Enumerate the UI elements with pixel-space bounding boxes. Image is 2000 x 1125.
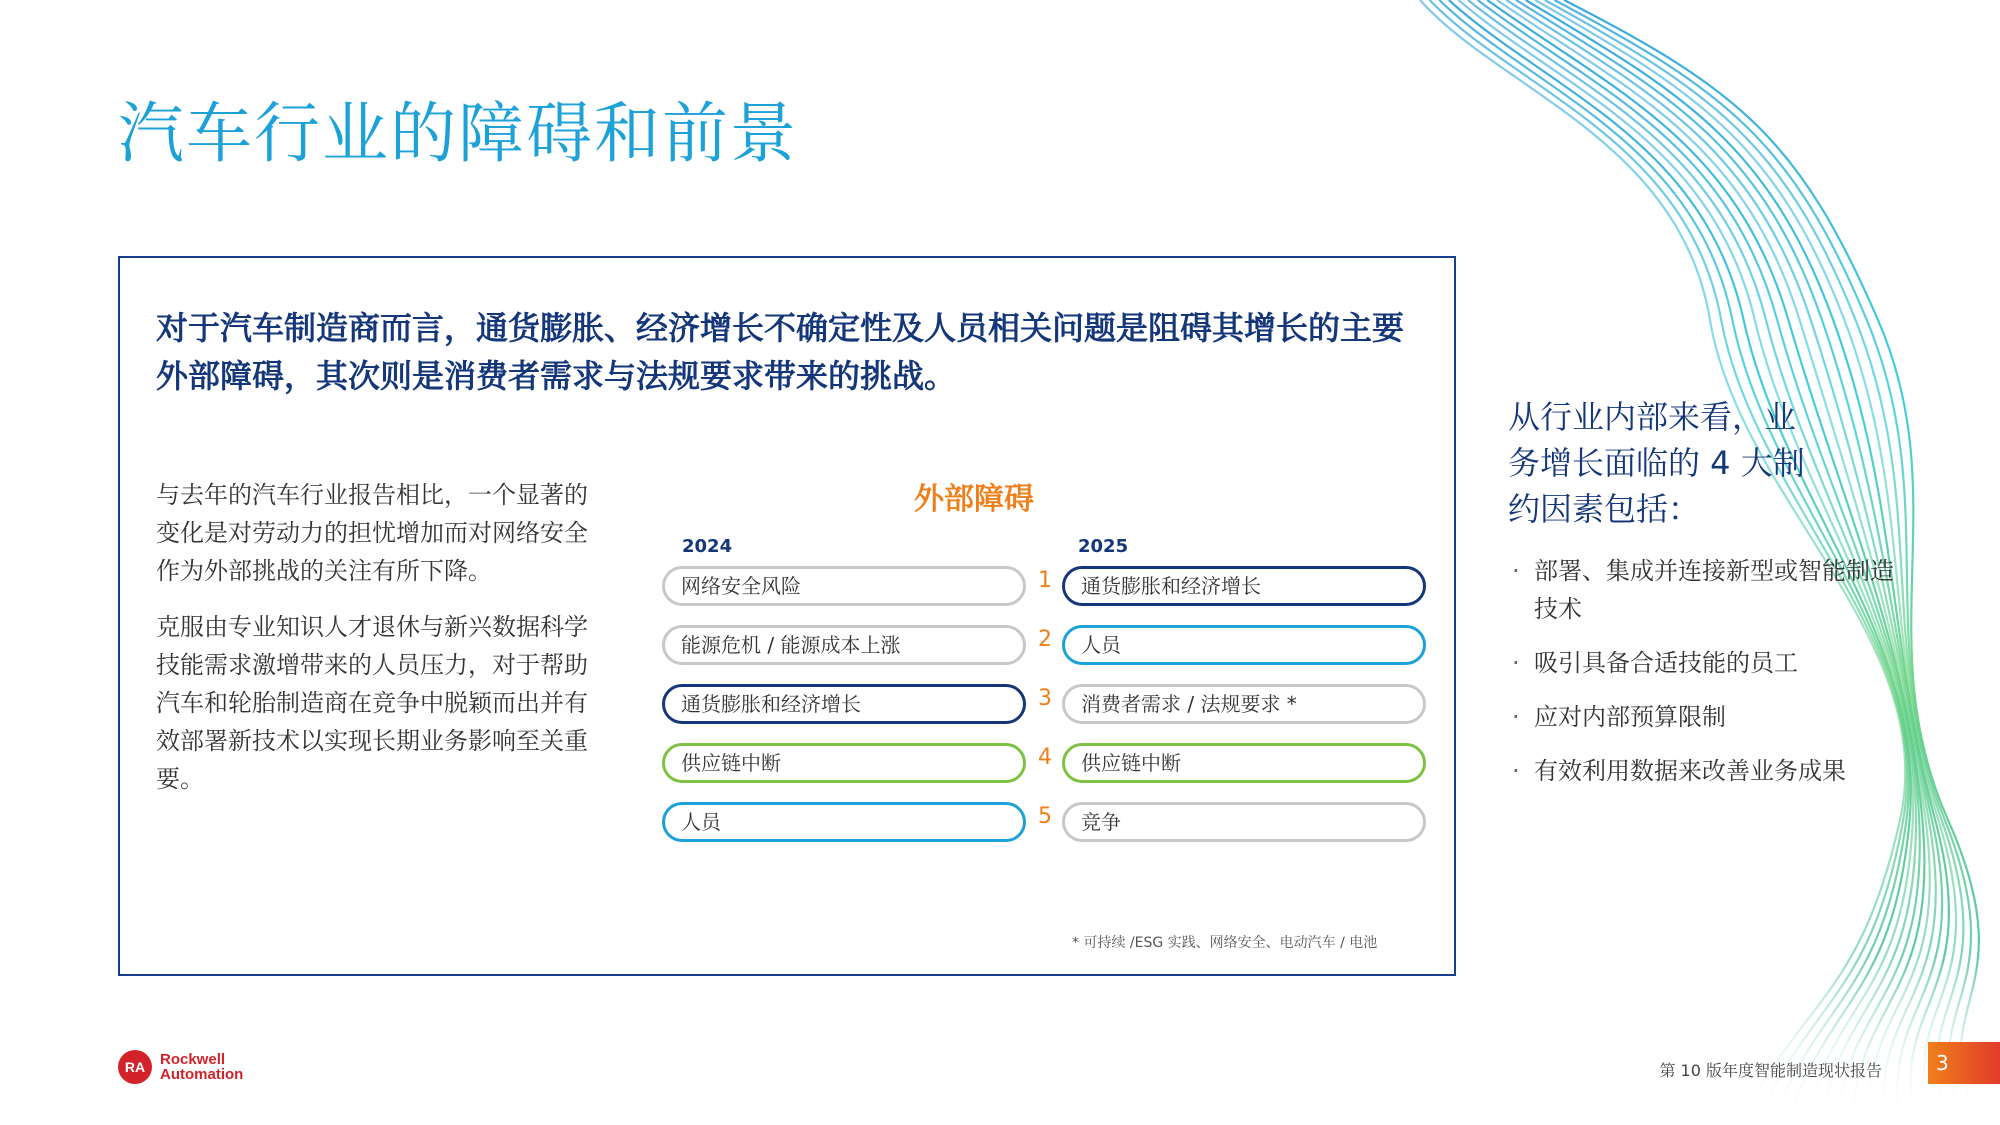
bullet-icon: ·	[1512, 557, 1520, 585]
pill-2025: 通货膨胀和经济增长	[1062, 566, 1426, 606]
rank-row	[662, 566, 1426, 608]
rank-number: 4	[1038, 745, 1052, 770]
intro-paragraph: 与去年的汽车行业报告相比，一个显著的变化是对劳动力的担忧增加而对网络安全作为外部挑战的关注有所下降。	[156, 481, 588, 585]
logo-line: Automation	[160, 1066, 244, 1083]
page-number: 3	[1928, 1042, 2000, 1084]
pill-2025: 供应链中断	[1062, 743, 1426, 783]
rank-number: 5	[1038, 804, 1052, 829]
pill-2025: 竞争	[1062, 802, 1426, 842]
rockwell-logo	[118, 1050, 243, 1084]
report-name: 第 10 版年度智能制造现状报告	[1659, 1061, 1882, 1080]
bullet-icon: ·	[1512, 757, 1520, 785]
list-item	[1508, 552, 1908, 628]
pill-2024: 人员	[662, 802, 1026, 842]
logo-badge-icon: RA	[118, 1050, 152, 1084]
constraint-list	[1508, 552, 1908, 806]
pill-2024: 网络安全风险	[662, 566, 1026, 606]
logo-line: Rockwell	[160, 1051, 226, 1068]
content-panel	[118, 256, 1456, 976]
rank-number: 3	[1038, 686, 1052, 711]
bullet-icon: ·	[1512, 649, 1520, 677]
sidebar-heading: 从行业内部来看，业务增长面临的 4 大制约因素包括：	[1508, 398, 1805, 528]
intro-text	[156, 476, 606, 816]
list-item-text: 部署、集成并连接新型或智能制造技术	[1534, 557, 1894, 623]
rank-row	[662, 743, 1426, 785]
year-2025-label: 2025	[1078, 536, 1129, 557]
rank-row	[662, 802, 1426, 844]
list-item-text: 有效利用数据来改善业务成果	[1534, 757, 1846, 785]
pill-2024: 通货膨胀和经济增长	[662, 684, 1026, 724]
footnote: * 可持续 /ESG 实践、网络安全、电动汽车 / 电池	[1072, 935, 1378, 951]
rank-row	[662, 625, 1426, 667]
rank-row	[662, 684, 1426, 726]
rank-number: 1	[1038, 568, 1052, 593]
list-item-text: 吸引具备合适技能的员工	[1534, 649, 1798, 677]
pill-2025: 人员	[1062, 625, 1426, 665]
list-item	[1508, 698, 1908, 736]
panel-headline: 对于汽车制造商而言，通货膨胀、经济增长不确定性及人员相关问题是阻碍其增长的主要外部障碍，其次则是消费者需求与法规要求带来的挑战。	[156, 309, 1405, 395]
list-item-text: 应对内部预算限制	[1534, 703, 1726, 731]
rank-number: 2	[1038, 627, 1052, 652]
pill-2024: 供应链中断	[662, 743, 1026, 783]
page-title: 汽车行业的障碍和前景	[118, 95, 798, 172]
pill-2024: 能源危机 / 能源成本上涨	[662, 625, 1026, 665]
list-item	[1508, 644, 1908, 682]
year-2024-label: 2024	[682, 536, 733, 557]
pill-2025: 消费者需求 / 法规要求 *	[1062, 684, 1426, 724]
logo-wordmark	[160, 1052, 243, 1082]
chart-title: 外部障碍	[914, 482, 1034, 517]
intro-paragraph: 克服由专业知识人才退休与新兴数据科学技能需求激增带来的人员压力，对于帮助汽车和轮胎制造商在竞争中脱颖而出并有效部署新技术以实现长期业务影响至关重要。	[156, 613, 588, 793]
bullet-icon: ·	[1512, 703, 1520, 731]
list-item	[1508, 752, 1908, 790]
